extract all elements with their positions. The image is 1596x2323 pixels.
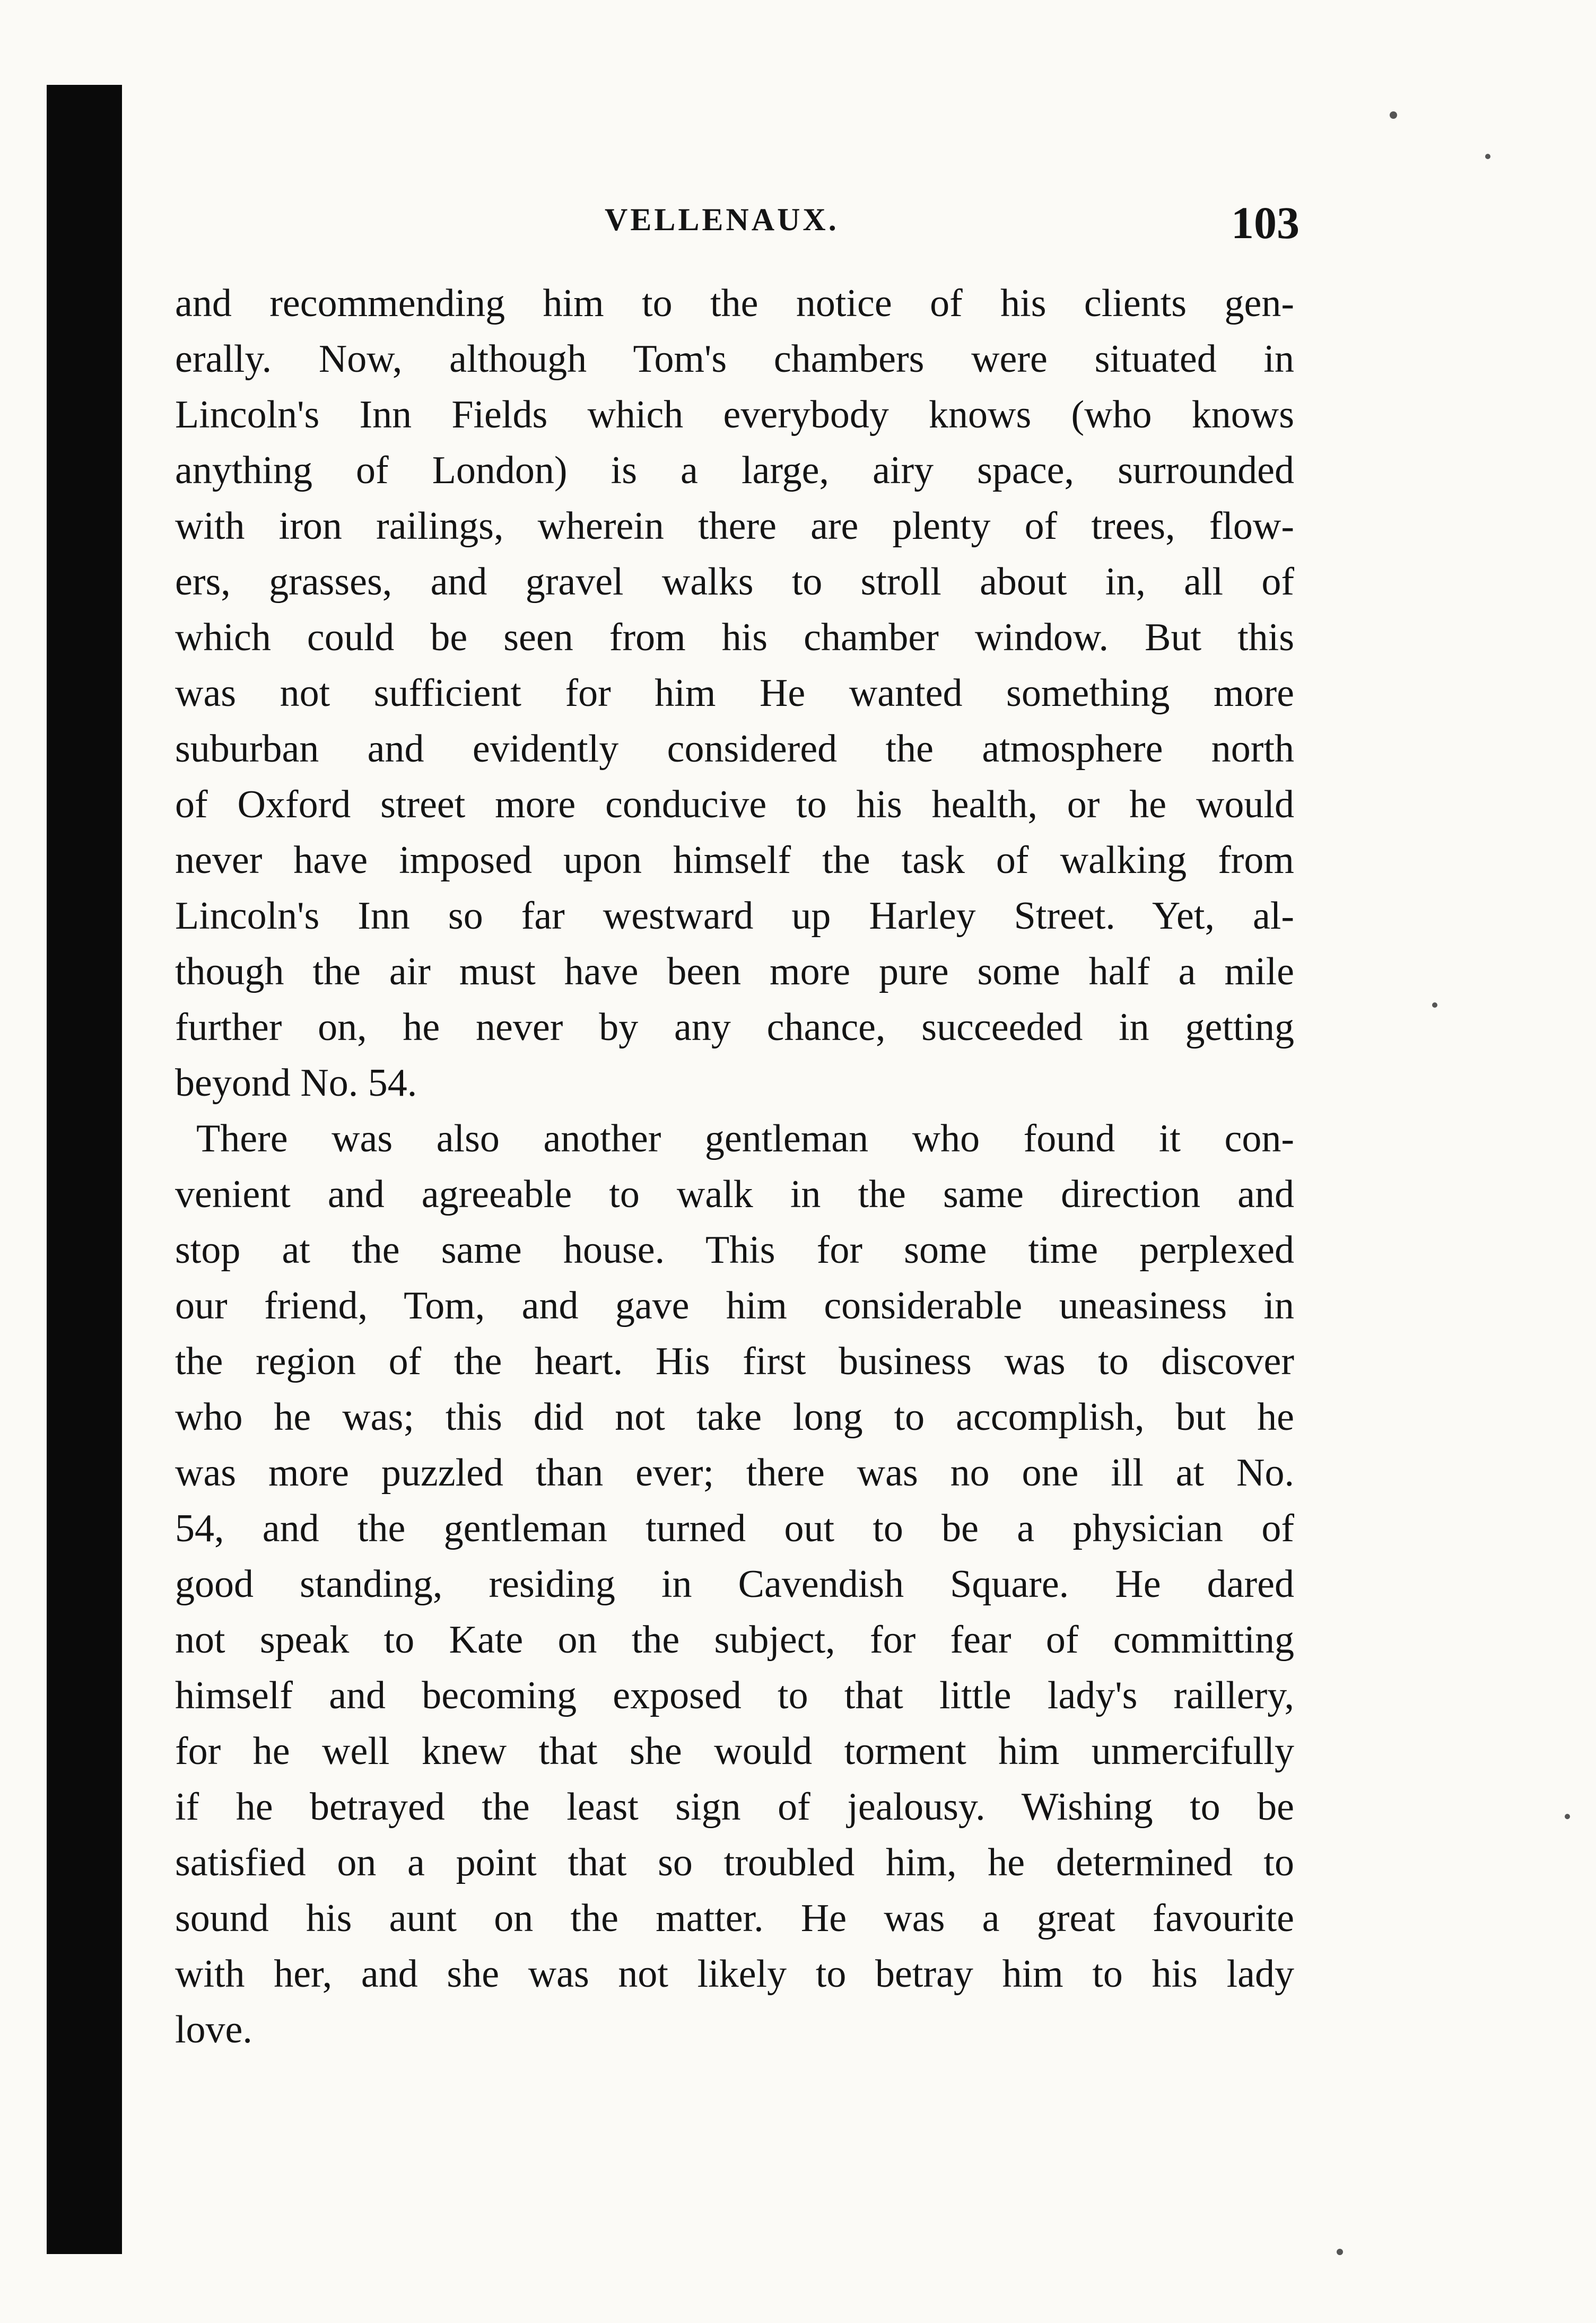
text-line: our friend, Tom, and gave him considerable uneasiness in [175, 1284, 1294, 1328]
text-line: further on, he never by any chance, succeeded in getting [175, 1006, 1294, 1049]
text-line: who he was; this did not take long to accomplish, but he [175, 1395, 1294, 1439]
text-line: love. [175, 2008, 252, 2051]
text-line: erally. Now, although Tom's chambers were situated in [175, 337, 1294, 381]
running-head [318, 196, 1300, 260]
text-line: Lincoln's Inn Fields which everybody knows (who knows [175, 393, 1294, 436]
text-line: satisfied on a point that so troubled him, he determined to [175, 1841, 1294, 1884]
text-line: suburban and evidently considered the atmosphere north [175, 727, 1294, 771]
text-line: not speak to Kate on the subject, for fear of committing [175, 1618, 1294, 1662]
speck [1390, 111, 1397, 119]
text-line: himself and becoming exposed to that little lady's raillery, [175, 1674, 1294, 1717]
speck [1337, 2249, 1343, 2255]
text-line: stop at the same house. This for some time perplexed [175, 1228, 1294, 1272]
speck [1432, 1002, 1437, 1008]
text-line: sound his aunt on the matter. He was a great favourite [175, 1897, 1294, 1940]
text-line: ers, grasses, and gravel walks to stroll about in, all of [175, 560, 1294, 604]
speck [1565, 1814, 1570, 1819]
text-line: beyond No. 54. [175, 1061, 417, 1105]
text-line: which could be seen from his chamber window. But this [175, 616, 1294, 659]
text-line: never have imposed upon himself the task of walking from [175, 839, 1294, 882]
page-number: 103 [1231, 197, 1300, 248]
text-line: and recommending him to the notice of his clients gen- [175, 282, 1294, 325]
text-line: with iron railings, wherein there are plenty of trees, flow- [175, 504, 1294, 548]
text-line: if he betrayed the least sign of jealousy. Wishing to be [175, 1785, 1294, 1829]
body-text [175, 276, 1294, 2058]
text-line: venient and agreeable to walk in the same direction and [175, 1173, 1294, 1216]
text-line: anything of London) is a large, airy space, surrounded [175, 449, 1294, 492]
text-line: 54, and the gentleman turned out to be a physician of [175, 1507, 1294, 1550]
text-line: Lincoln's Inn so far westward up Harley Street. Yet, al- [175, 894, 1294, 938]
text-line: was more puzzled than ever; there was no one ill at No. [175, 1451, 1294, 1495]
text-line: good standing, residing in Cavendish Square. He dared [175, 1562, 1294, 1606]
text-line: with her, and she was not likely to betray him to his lady [175, 1952, 1294, 1996]
running-title: VELLENAUX. [605, 202, 839, 237]
text-line: for he well knew that she would torment him unmercifully [175, 1730, 1294, 1773]
text-line: There was also another gentleman who found it con- [196, 1117, 1294, 1160]
text-line: the region of the heart. His first business was to discover [175, 1340, 1294, 1383]
text-line: though the air must have been more pure some half a mile [175, 950, 1294, 993]
text-line: of Oxford street more conducive to his health, or he would [175, 783, 1294, 826]
binding-edge [47, 85, 122, 2254]
speck [1485, 154, 1490, 159]
text-line: was not sufficient for him He wanted something more [175, 671, 1294, 715]
